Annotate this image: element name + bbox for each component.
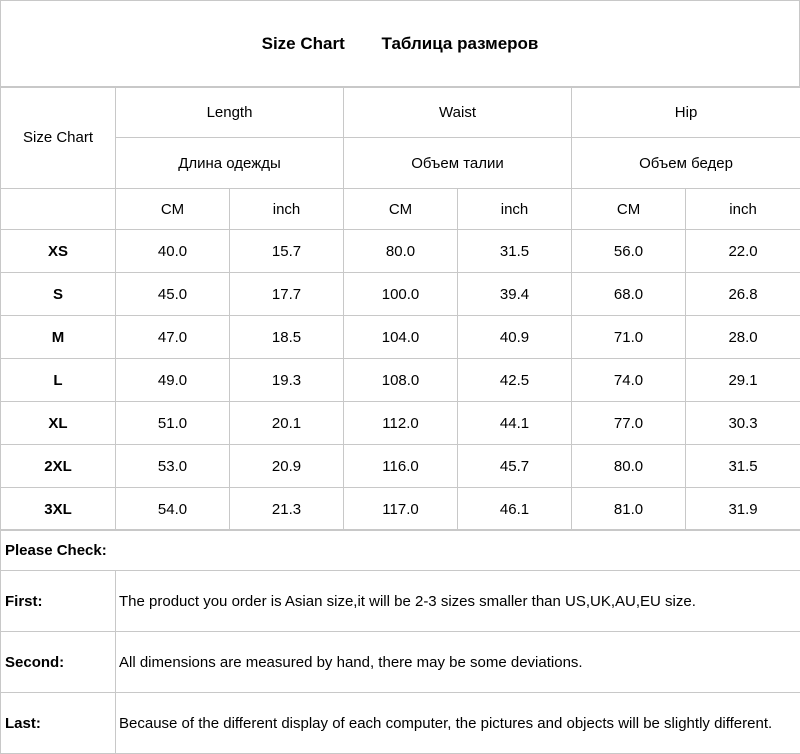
col-header-waist-ru: Объем талии xyxy=(344,138,572,189)
table-row xyxy=(1,230,800,273)
hip-cm: 77.0 xyxy=(572,402,686,445)
length-cm: 51.0 xyxy=(116,402,230,445)
length-inch: 19.3 xyxy=(230,359,344,402)
hip-inch: 22.0 xyxy=(686,230,800,273)
unit-cm: CM xyxy=(116,189,230,230)
size-label: 3XL xyxy=(1,488,116,531)
waist-inch: 31.5 xyxy=(458,230,572,273)
size-label: L xyxy=(1,359,116,402)
waist-inch: 46.1 xyxy=(458,488,572,531)
size-label: M xyxy=(1,316,116,359)
waist-cm: 116.0 xyxy=(344,445,458,488)
length-inch: 21.3 xyxy=(230,488,344,531)
hip-inch: 29.1 xyxy=(686,359,800,402)
length-cm: 54.0 xyxy=(116,488,230,531)
table-row xyxy=(1,402,800,445)
corner-header: Size Chart xyxy=(1,87,116,189)
note-text: All dimensions are measured by hand, there may be some deviations. xyxy=(116,632,800,693)
note-label: Last: xyxy=(1,693,116,754)
hip-inch: 28.0 xyxy=(686,316,800,359)
note-row xyxy=(1,571,800,632)
title-table xyxy=(0,0,800,88)
table-row xyxy=(1,316,800,359)
waist-cm: 117.0 xyxy=(344,488,458,531)
table-row xyxy=(1,488,800,531)
table-row xyxy=(1,359,800,402)
col-header-length-ru: Длина одежды xyxy=(116,138,344,189)
waist-inch: 40.9 xyxy=(458,316,572,359)
waist-cm: 80.0 xyxy=(344,230,458,273)
hip-cm: 81.0 xyxy=(572,488,686,531)
note-row xyxy=(1,693,800,754)
length-inch: 15.7 xyxy=(230,230,344,273)
hip-cm: 56.0 xyxy=(572,230,686,273)
title-ru: Таблица размеров xyxy=(381,34,538,53)
length-cm: 45.0 xyxy=(116,273,230,316)
length-cm: 49.0 xyxy=(116,359,230,402)
waist-inch: 45.7 xyxy=(458,445,572,488)
waist-cm: 104.0 xyxy=(344,316,458,359)
col-header-hip-en: Hip xyxy=(572,87,800,138)
hip-cm: 80.0 xyxy=(572,445,686,488)
waist-cm: 112.0 xyxy=(344,402,458,445)
table-row xyxy=(1,445,800,488)
waist-inch: 39.4 xyxy=(458,273,572,316)
note-row xyxy=(1,632,800,693)
size-label: S xyxy=(1,273,116,316)
chart-title xyxy=(1,1,800,88)
waist-inch: 42.5 xyxy=(458,359,572,402)
length-cm: 47.0 xyxy=(116,316,230,359)
hip-inch: 26.8 xyxy=(686,273,800,316)
length-cm: 40.0 xyxy=(116,230,230,273)
length-inch: 20.1 xyxy=(230,402,344,445)
size-label: XL xyxy=(1,402,116,445)
hip-cm: 68.0 xyxy=(572,273,686,316)
hip-inch: 31.5 xyxy=(686,445,800,488)
waist-inch: 44.1 xyxy=(458,402,572,445)
unit-cm: CM xyxy=(572,189,686,230)
length-cm: 53.0 xyxy=(116,445,230,488)
note-label: First: xyxy=(1,571,116,632)
note-text: The product you order is Asian size,it will be 2-3 sizes smaller than US,UK,AU,EU size. xyxy=(116,571,800,632)
hip-cm: 74.0 xyxy=(572,359,686,402)
col-header-length-en: Length xyxy=(116,87,344,138)
size-label: XS xyxy=(1,230,116,273)
length-inch: 17.7 xyxy=(230,273,344,316)
size-table xyxy=(0,86,800,531)
title-en: Size Chart xyxy=(262,34,345,53)
hip-cm: 71.0 xyxy=(572,316,686,359)
hip-inch: 30.3 xyxy=(686,402,800,445)
table-row xyxy=(1,273,800,316)
notes-heading: Please Check: xyxy=(1,530,800,571)
hip-inch: 31.9 xyxy=(686,488,800,531)
length-inch: 18.5 xyxy=(230,316,344,359)
waist-cm: 100.0 xyxy=(344,273,458,316)
unit-inch: inch xyxy=(458,189,572,230)
note-label: Second: xyxy=(1,632,116,693)
col-header-waist-en: Waist xyxy=(344,87,572,138)
col-header-hip-ru: Объем бедер xyxy=(572,138,800,189)
waist-cm: 108.0 xyxy=(344,359,458,402)
unit-inch: inch xyxy=(686,189,800,230)
unit-corner xyxy=(1,189,116,230)
notes-table xyxy=(0,529,800,754)
size-label: 2XL xyxy=(1,445,116,488)
unit-cm: CM xyxy=(344,189,458,230)
note-text: Because of the different display of each computer, the pictures and objects will be slightly different. xyxy=(116,693,800,754)
unit-inch: inch xyxy=(230,189,344,230)
length-inch: 20.9 xyxy=(230,445,344,488)
